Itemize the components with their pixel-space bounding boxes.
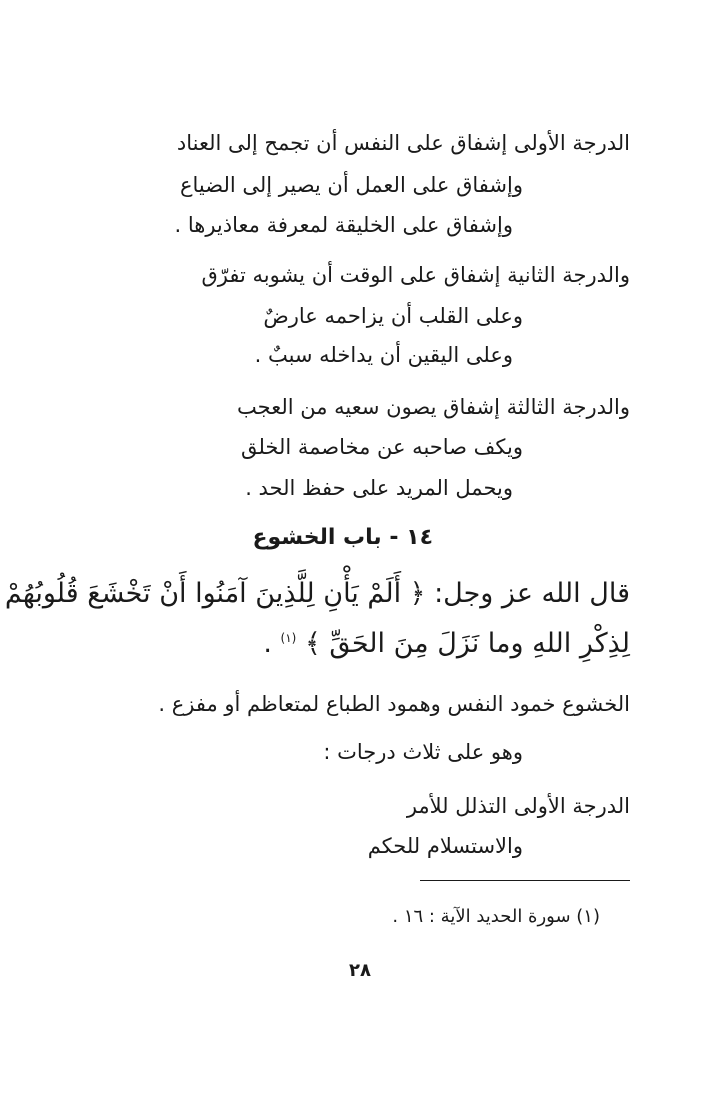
text-line: الدرجة الأولى إشفاق على النفس أن تجمح إلى العناد bbox=[176, 131, 630, 155]
verse-text: لِذِكْرِ اللهِ وما نَزَلَ مِنَ الحَقِّ ﴾ bbox=[304, 628, 630, 659]
text-line: ويحمل المريد على حفظ الحد . bbox=[245, 476, 513, 500]
text-line: والدرجة الثالثة إشفاق يصون سعيه من العجب bbox=[237, 395, 630, 419]
verse-period: . bbox=[263, 628, 272, 659]
text-line: وهو على ثلاث درجات : bbox=[323, 740, 523, 764]
text-line: الدرجة الأولى التذلل للأمر bbox=[406, 794, 630, 818]
text-line: ويكف صاحبه عن مخاصمة الخلق bbox=[240, 435, 523, 459]
text-line: وعلى القلب أن يزاحمه عارضٌ bbox=[263, 304, 523, 328]
page-number: ٢٨ bbox=[349, 960, 371, 981]
text-line: وعلى اليقين أن يداخله سببٌ . bbox=[254, 343, 513, 367]
footnote-text: (١) سورة الحديد الآية : ١٦ . bbox=[392, 906, 600, 927]
text-line: والاستسلام للحكم bbox=[367, 834, 523, 858]
footnote-reference: (١) bbox=[280, 631, 297, 645]
chapter-heading: ١٤ - باب الخشوع bbox=[252, 525, 433, 550]
footnote-divider bbox=[420, 880, 630, 881]
text-line: وإشفاق على العمل أن يصير إلى الضياع bbox=[179, 173, 523, 197]
text-line: وإشفاق على الخليقة لمعرفة معاذيرها . bbox=[174, 213, 513, 237]
text-line: الخشوع خمود النفس وهمود الطباع لمتعاظم أو مفزع . bbox=[158, 692, 630, 716]
text-line: والدرجة الثانية إشفاق على الوقت أن يشوبه تفرّق bbox=[201, 263, 630, 287]
verse-line bbox=[263, 628, 630, 660]
verse-line: قال الله عز وجل: ﴿ أَلَمْ يَأْنِ لِلَّذِينَ آمَنُوا أَنْ تَخْشَعَ قُلُوبُهُمْ bbox=[4, 578, 630, 609]
